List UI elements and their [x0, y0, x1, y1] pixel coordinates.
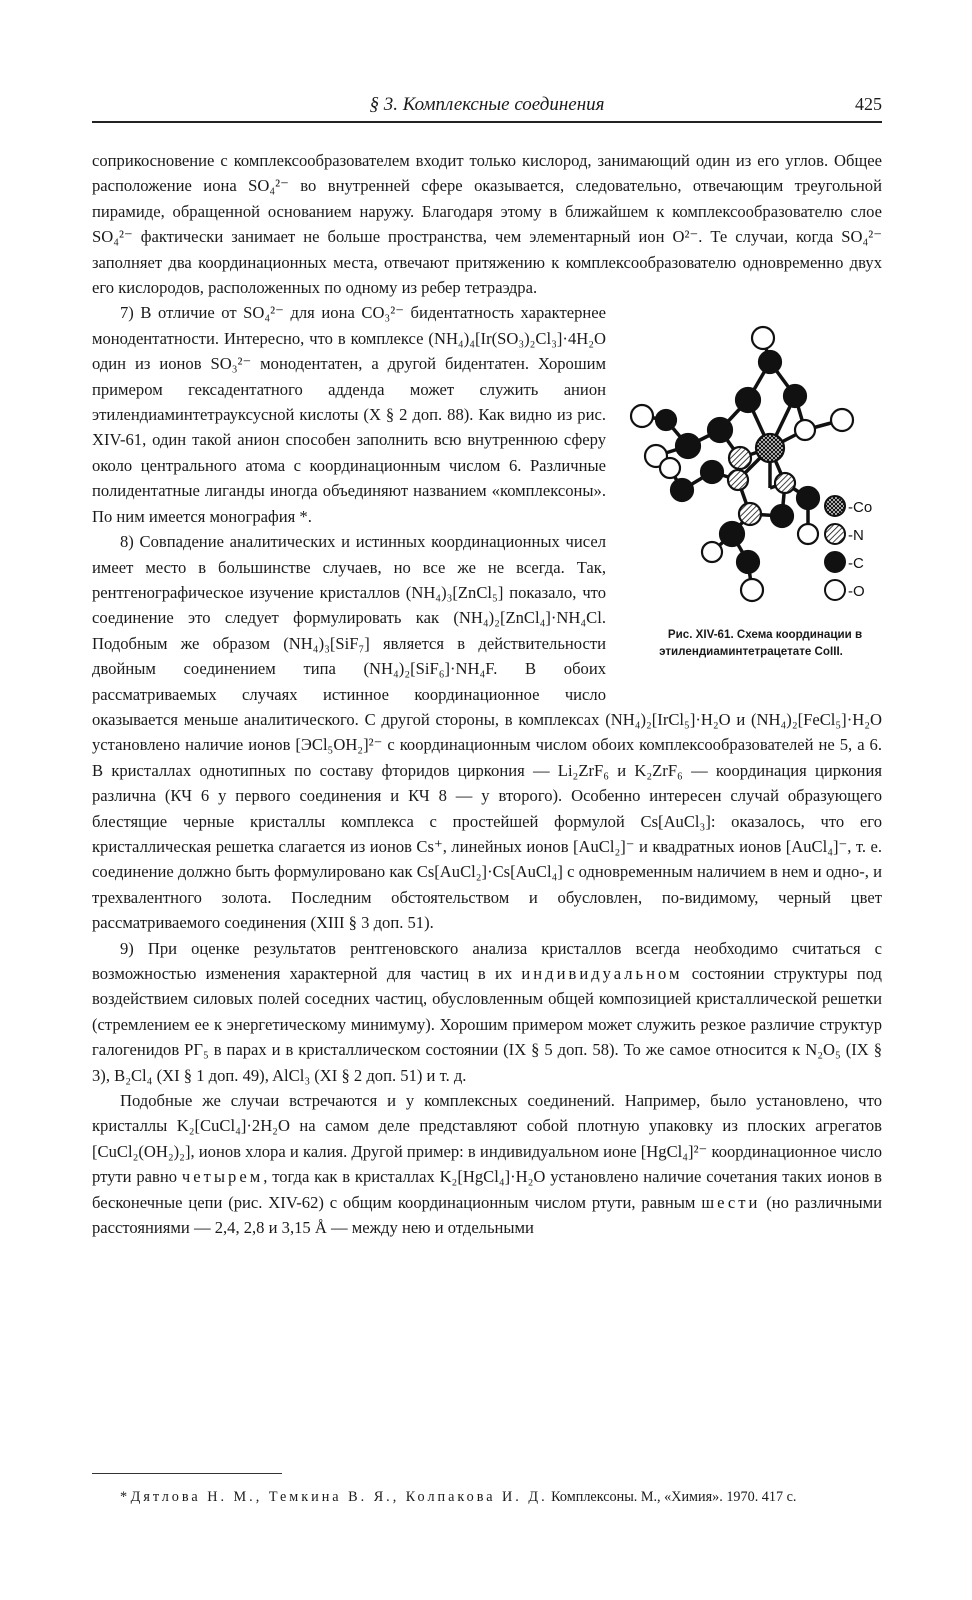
p5-spaced-word-1: четырем: [181, 1167, 264, 1187]
p4-text-a: 9) При оценке результатов рентгеновского анализа кристаллов всегда необходимо считаться с возможностью изменения характерной для частиц в их: [92, 938, 882, 983]
p4-spaced-word: индивидуальном: [521, 964, 683, 983]
footnote: [92, 1486, 882, 1508]
section-title: § 3. Комплексные соединения: [369, 94, 605, 115]
legend-c-icon: [825, 552, 845, 572]
legend-c-label: -C: [848, 555, 864, 573]
legend-co-icon: [825, 496, 845, 516]
main-text: [92, 148, 882, 1240]
p5-spaced-word-2: шести: [701, 1192, 761, 1212]
p5-text-b: , тогда как в кристаллах K₂[HgCl₄]·H₂O установлено наличие сочетания таких ионов в бесконечные цепи (рис. XIV-62) с общим координационным числом ртути, равным: [92, 1167, 882, 1212]
legend-n-icon: [825, 524, 845, 544]
legend-n-label: -N: [848, 527, 864, 545]
atoms: [631, 327, 853, 601]
legend-o-icon: [825, 580, 845, 600]
paragraph-1: соприкосновение с комплексообразователем входит только кислород, занимающий один из его углов. Общее расположение иона SO₄²⁻ во внутренней сфере оказывается, следовательно, отвечающим треугольной пирамиде, обращенной основанием наружу. Благодаря этому в ближайшем к комплексообразователю слое SO₄²⁻ фактически занимает не больше пространства, чем элементарный ион O²⁻. Те случаи, когда SO₄²⁻ заполняет два координационных места, отвечают притяжению к комплексообразователю одновременно двух его кислородов, расположенных по одному из ребер тетраэдра.: [92, 151, 882, 298]
paragraph-2-text: 7) В отличие от SO₄²⁻ для иона CO₃²⁻ бидентатность характернее монодентатности. Интересно, что в комплексе (NH₄)₄[Ir(SO₃)₂Cl₃]·4H₂O один из ионов SO₃²⁻ монодентатен, а другой бидентатен. Хорошим примером гексадентатного адденда может служить анион этилендиаминтетрауксусной кислоты (X § 2 доп. 88). Как видно из рис. XIV-61, один такой анион способен заполнить всю внутреннюю сферу около центрального атома с координационным числом 6. Различные полидентатные лиганды иногда объединяют названием «комплексоны». По ним имеется монография *.: [92, 303, 606, 526]
figure-legend: [825, 496, 872, 600]
p4-text-b: состоянии структуры под воздействием силовых полей соседних частиц, обусловленным общей композицией кристаллической решетки (стремлением ее к энергетическому минимуму). Хорошим примером может служить резкое различие структур галогенидов PГ₅ в парах и в кристаллическом состоянии (IX § 5 доп. 58). То же самое относится к N₂O₅ (IX § 3), B₂Cl₄ (XI § 1 доп. 49), AlCl₃ (XI § 2 доп. 51) и т. д.: [92, 964, 882, 1085]
paragraph-5: [92, 1088, 882, 1240]
legend-o-label: -O: [848, 583, 865, 601]
legend-co-label: -Co: [848, 499, 873, 517]
coordination-diagram: [620, 308, 882, 618]
paragraph-2: [92, 300, 882, 659]
header-rule: [92, 121, 882, 123]
figure-caption: Рис. XIV-61. Схема координации в этилендиаминтетрацетате CoIII.: [659, 628, 863, 659]
running-header: [92, 92, 882, 122]
footnote-mark: *: [120, 1489, 128, 1505]
p5-text-a: Подобные же случаи встречаются и у комплексных соединений. Например, было установлено, что кристаллы K₂[CuCl₄]·2H₂O на самом деле представляют собой плотную упаковку из плоских агрегатов [CuCl₂(OH₂)₂], ионов хлора и калия. Другой пример: в индивидуальном ионе [HgCl₄]²⁻ координационное число ртути равно: [92, 1091, 882, 1187]
paragraph-3: 8) Совпадение аналитических и истинных координационных чисел имеет место в большинстве случаев, но все же не всегда. Так, рентгенографическое изучение кристаллов (NH₄)₃[ZnCl₅] показало, что соединение это следует формулировать как (NH₄)₂[ZnCl₄]·NH₄Cl. Подобным же образом (NH₄)₃[SiF₇] является в действительности двойным соединением типа (NH₄)₂[SiF₆]·NH₄F. В обоих рассматриваемых случаях истинное координационное число оказывается меньше аналитического. С другой стороны, в комплексах (NH₄)₂[IrCl₅]·H₂O и (NH₄)₂[FeCl₅]·H₂O установлено наличие ионов [ЭCl₅OH₂]²⁻ с координационным числом обоих комплексообразователей не 5, а 6. В кристаллах однотипных по составу фторидов циркония — Li₂ZrF₆ и K₂ZrF₆ — координация циркония различна (КЧ 6 у первого соединения и КЧ 8 — у второго). Особенно интересен случай образующего блестящие черные кристаллы комплекса с простейшей формулой Cs[AuCl₃]: оказалось, что его кристаллическая решетка слагается из ионов Cs⁺, линейных ионов [AuCl₂]⁻ и квадратных ионов [AuCl₄]⁻, т. е. соединение должно быть формулировано как Cs[AuCl₂]·Cs[AuCl₄] с одновременным наличием в нем и одно-, и трехвалентного золота. Последним обстоятельством и обусловлен, по-видимому, черный цвет рассматриваемого соединения (XIII § 3 доп. 51).: [92, 532, 882, 933]
p5-text-c: (но различными расстояниями — 2,4, 2,8 и 3,15 Å — между нею и отдельными: [92, 1192, 882, 1238]
paragraph-4: [92, 936, 882, 1088]
footnote-rule: [92, 1473, 282, 1474]
figure-xiv-61: [620, 308, 882, 684]
page-number: 425: [855, 94, 882, 114]
footnote-authors: Дятлова Н. М., Темкина В. Я., Колпакова И. Д.: [130, 1489, 548, 1505]
footnote-rest: Комплексоны. М., «Химия». 1970. 417 с.: [551, 1489, 797, 1505]
